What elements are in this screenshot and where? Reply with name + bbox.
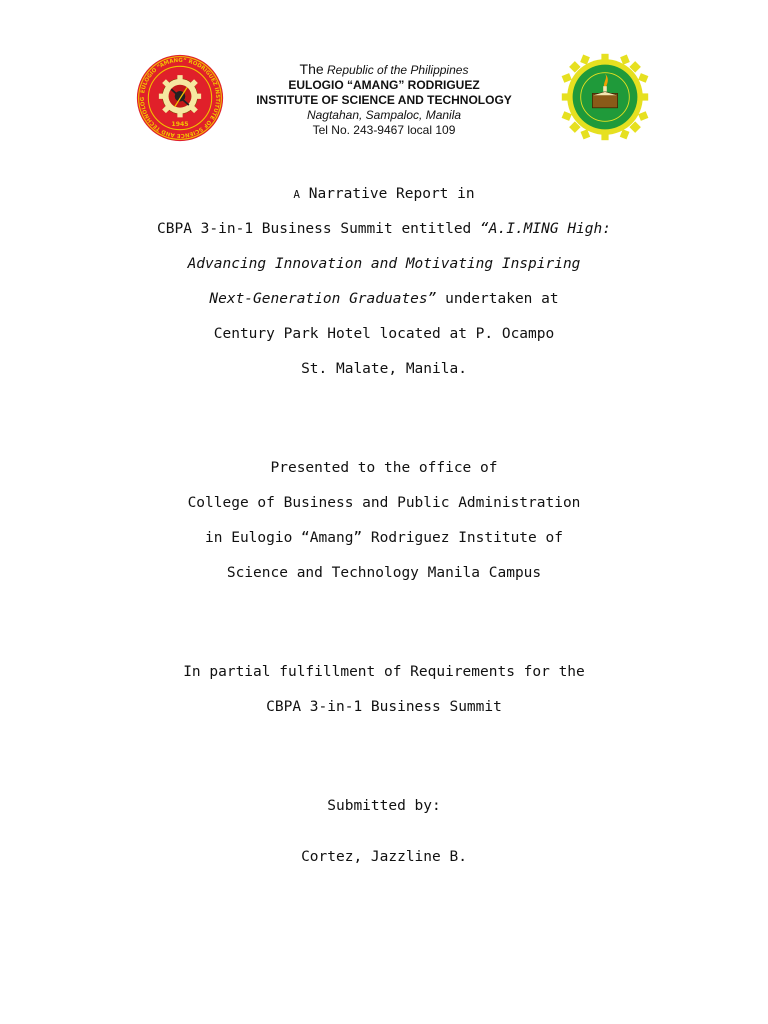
title-line-3: Advancing Innovation and Motivating Inspiring <box>187 256 581 272</box>
presented-line-2: College of Business and Public Administration <box>187 495 581 511</box>
title-line-2-plain: CBPA 3-in-1 Business Summit entitled <box>157 221 481 237</box>
institution-phone: Tel No. 243-9467 local 109 <box>312 123 456 137</box>
earist-seal-logo <box>136 54 224 142</box>
institution-name-line2: INSTITUTE OF SCIENCE AND TECHNOLOGY <box>256 93 512 107</box>
title-article: A <box>293 188 300 201</box>
title-line-4-italic: Next-Generation Graduates” <box>209 291 437 307</box>
fulfillment-line-2: CBPA 3-in-1 Business Summit <box>266 699 502 715</box>
title-line-6: St. Malate, Manila. <box>301 361 467 377</box>
title-line-2 <box>0 221 768 237</box>
republic-text: Republic of the Philippines <box>327 63 469 77</box>
title-line-5: Century Park Hotel located at P. Ocampo <box>213 326 555 342</box>
title-line-1-text: Narrative Report in <box>308 186 475 202</box>
left-seal-year: 1945 <box>171 121 189 129</box>
the-word: The <box>299 61 324 77</box>
submitter-name: Cortez, Jazzline B. <box>301 849 467 865</box>
college-seal-logo <box>560 52 650 142</box>
title-line-4-plain: undertaken at <box>436 291 559 307</box>
republic-line <box>230 62 538 78</box>
presented-line-3: in Eulogio “Amang” Rodriguez Institute of <box>205 530 563 546</box>
presented-line-4: Science and Technology Manila Campus <box>226 565 542 581</box>
title-line-4 <box>0 291 768 307</box>
title-line-1 <box>0 186 768 202</box>
presented-line-1: Presented to the office of <box>270 460 498 476</box>
title-line-2-italic: “A.I.MING High: <box>480 221 611 237</box>
submitted-by-label: Submitted by: <box>327 798 441 814</box>
institution-name-line1: EULOGIO “AMANG” RODRIGUEZ <box>288 78 480 92</box>
institution-address: Nagtahan, Sampaloc, Manila <box>306 108 462 122</box>
left-seal-text: EULOGIO “AMANG” RODRIGUEZ INSTITUTE OF SCIENCE AND TECHNOLOG <box>139 57 221 139</box>
fulfillment-line-1: In partial fulfillment of Requirements for the <box>183 664 585 680</box>
institution-heading <box>230 62 538 138</box>
